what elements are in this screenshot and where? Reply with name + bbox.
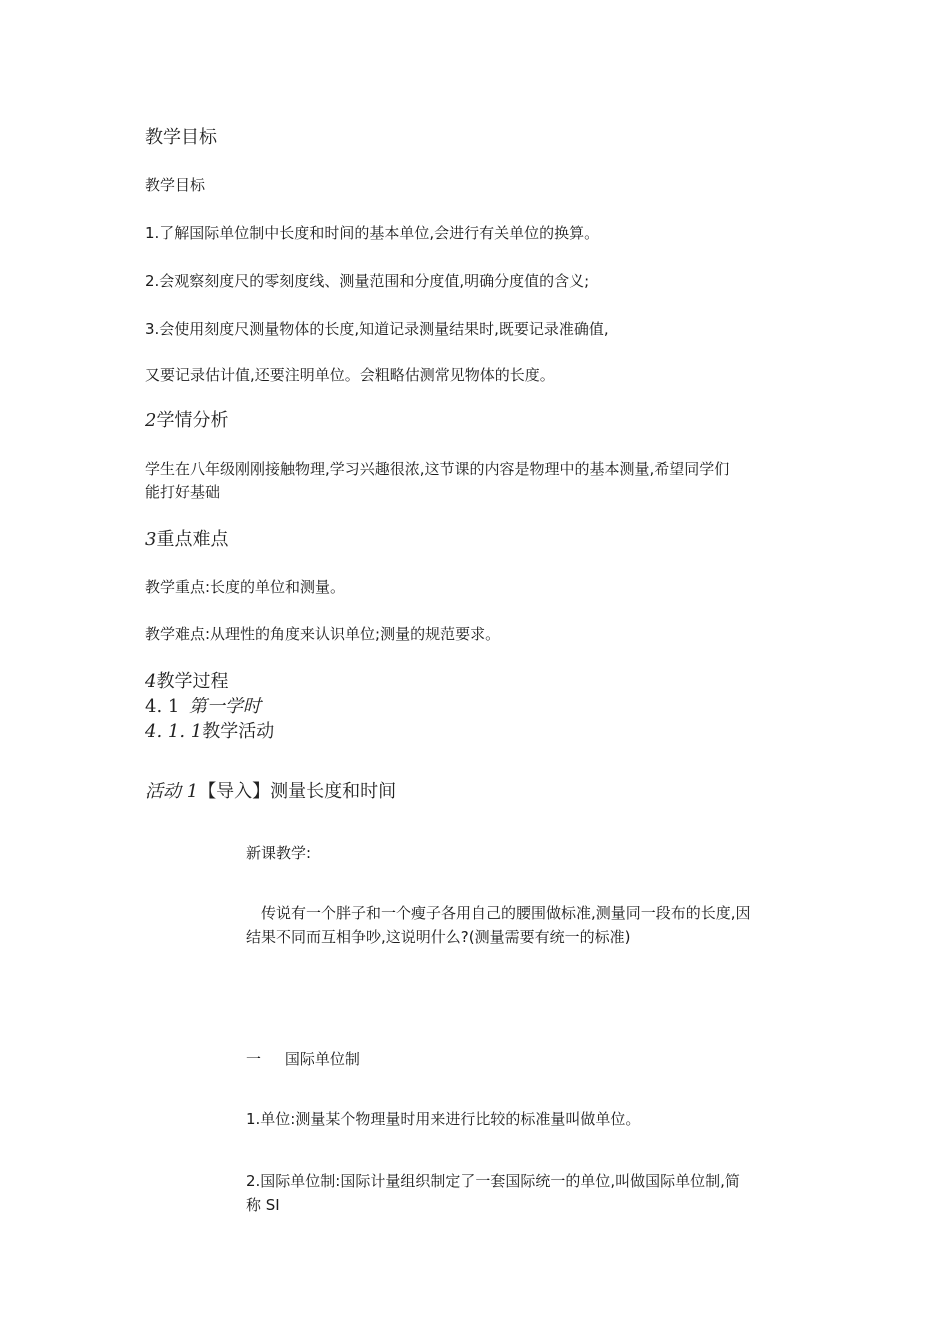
subheading-teaching-goals: 教学目标 (145, 176, 206, 194)
heading-text: 教学活动 (202, 721, 275, 742)
goal-item-2: 2.会观察刻度尺的零刻度线、测量范围和分度值,明确分度值的含义; (145, 272, 590, 290)
heading-number: 4. 1 (145, 696, 180, 717)
si-definition-line-2: 称 SI (246, 1196, 280, 1214)
si-definition-line-1: 2.国际单位制:国际计量组织制定了一套国际统一的单位,叫做国际单位制,简 (246, 1172, 740, 1190)
heading-text: 第一学时 (188, 696, 261, 717)
goal-item-3-continued: 又要记录估计值,还要注明单位。会粗略估测常见物体的长度。 (145, 366, 555, 384)
unit-definition: 1.单位:测量某个物理量时用来进行比较的标准量叫做单位。 (246, 1110, 641, 1128)
heading-teaching-activity (145, 720, 274, 744)
goal-item-1: 1.了解国际单位制中长度和时间的基本单位,会进行有关单位的换算。 (145, 224, 600, 242)
heading-first-period (145, 695, 261, 719)
heading-student-analysis (145, 409, 228, 433)
heading-number: 4. 1. 1 (145, 721, 203, 742)
analysis-line-2: 能打好基础 (145, 483, 221, 501)
heading-text: 重点难点 (156, 529, 229, 550)
analysis-line-1: 学生在八年级刚刚接触物理,学习兴趣很浓,这节课的内容是物理中的基本测量,希望同学们 (145, 460, 730, 478)
heading-number: 3 (145, 529, 157, 550)
activity-prefix: 活动 1 (145, 781, 199, 802)
heading-key-difficult (145, 528, 228, 552)
goal-item-3: 3.会使用刻度尺测量物体的长度,知道记录测量结果时,既要记录准确值, (145, 320, 609, 338)
new-lesson-label: 新课教学: (246, 844, 312, 862)
heading-text: 教学过程 (156, 671, 229, 692)
heading-activity-1 (145, 780, 396, 804)
story-line-1: 传说有一个胖子和一个瘦子各用自己的腰围做标准,测量同一段布的长度,因 (246, 904, 751, 922)
heading-text: 学情分析 (156, 410, 229, 431)
difficulty-point: 教学难点:从理性的角度来认识单位;测量的规范要求。 (145, 625, 501, 643)
heading-number: 2 (145, 410, 157, 431)
section-heading-si (246, 1048, 360, 1070)
story-line-2: 结果不同而互相争吵,这说明什么?(测量需要有统一的标准) (246, 928, 631, 946)
heading-number: 4 (145, 671, 157, 692)
section-title: 国际单位制 (284, 1050, 360, 1068)
section-number: 一 (246, 1050, 262, 1068)
activity-title: 【导入】测量长度和时间 (198, 781, 397, 802)
heading-teaching-goals: 教学目标 (145, 127, 217, 148)
heading-teaching-process (145, 670, 228, 694)
key-point: 教学重点:长度的单位和测量。 (145, 578, 346, 596)
